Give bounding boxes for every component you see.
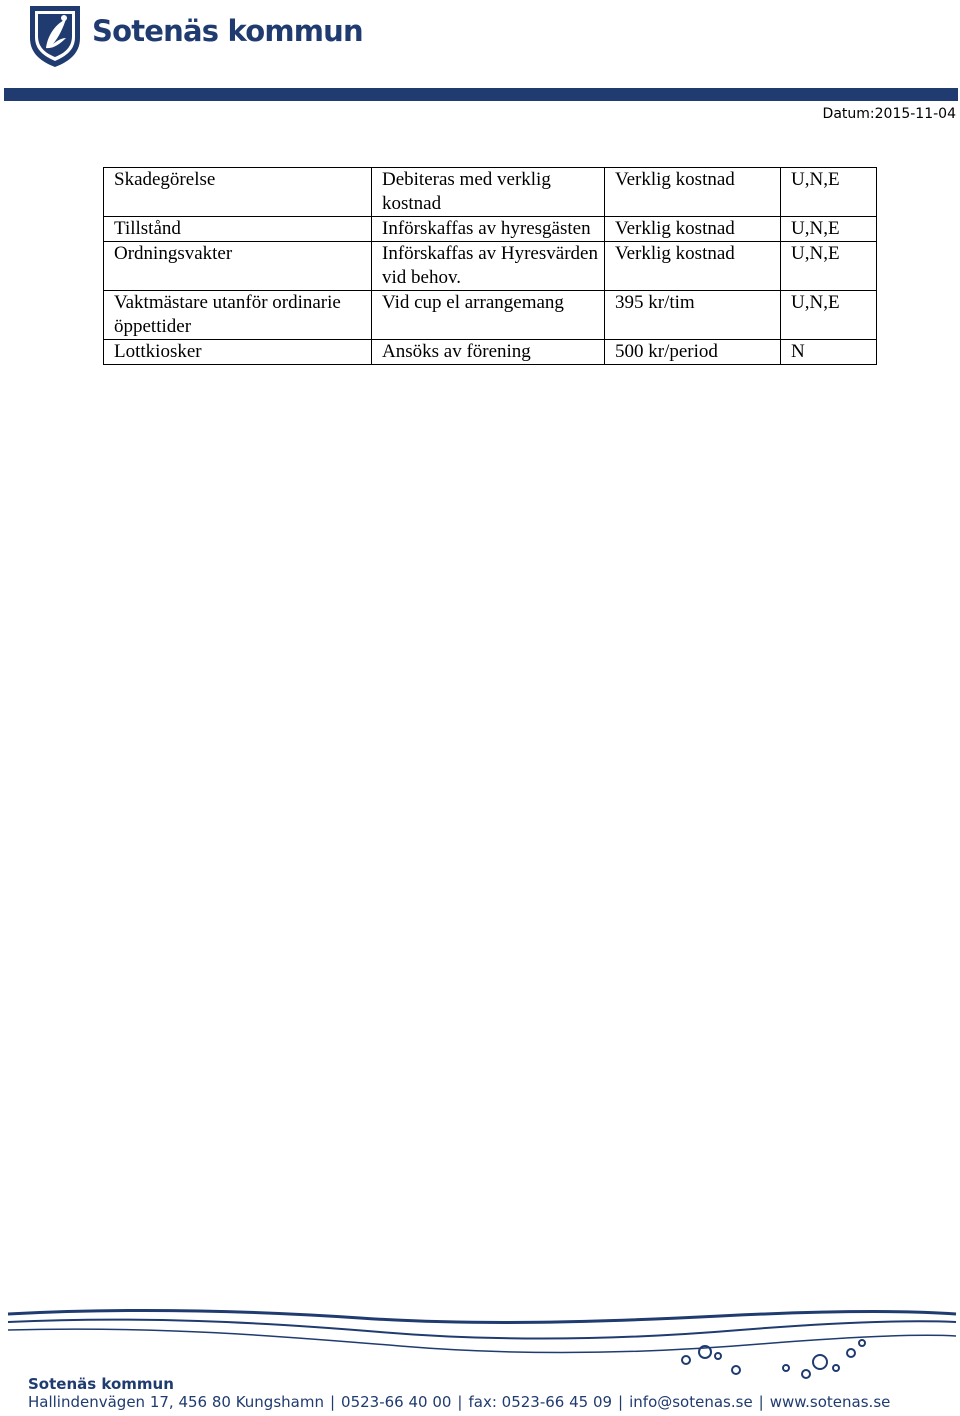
footer-separator: |: [457, 1393, 463, 1411]
page-header: [0, 0, 960, 102]
bubble-icon: [682, 1356, 690, 1364]
codes-cell: N: [781, 340, 877, 365]
footer-fax: fax: 0523-66 45 09: [468, 1393, 613, 1411]
item-cell: Skadegörelse: [104, 168, 372, 217]
municipality-shield-icon: [26, 4, 84, 68]
price-cell: Verklig kostnad: [605, 242, 781, 291]
bubble-icon: [847, 1349, 855, 1357]
footer-wave-decoration: [0, 1300, 960, 1380]
codes-cell: U,N,E: [781, 217, 877, 242]
bubble-icon: [813, 1355, 827, 1369]
price-cell: Verklig kostnad: [605, 168, 781, 217]
date-value: 2015-11-04: [874, 106, 956, 122]
table-row: [104, 340, 877, 365]
footer-website[interactable]: www.sotenas.se: [769, 1393, 891, 1411]
terms-cell: Ansöks av förening: [372, 340, 605, 365]
item-cell: Lottkiosker: [104, 340, 372, 365]
bubble-icon: [715, 1353, 721, 1359]
organization-logo-text: Sotenäs kommun: [92, 14, 363, 48]
price-cell: 395 kr/tim: [605, 291, 781, 340]
footer-contact-line: [28, 1393, 890, 1411]
codes-cell: U,N,E: [781, 168, 877, 217]
bubble-icon: [783, 1365, 789, 1371]
fee-table: [103, 167, 877, 365]
bubble-icon: [802, 1370, 810, 1378]
item-cell: Tillstånd: [104, 217, 372, 242]
table-row: [104, 217, 877, 242]
price-cell: Verklig kostnad: [605, 217, 781, 242]
table-row: [104, 168, 877, 217]
terms-cell: Debiteras med verklig kostnad: [372, 168, 605, 217]
bubble-icon: [732, 1366, 740, 1374]
item-cell: Ordningsvakter: [104, 242, 372, 291]
date-label: Datum:: [822, 106, 875, 122]
footer-separator: |: [618, 1393, 624, 1411]
codes-cell: U,N,E: [781, 291, 877, 340]
document-date: [823, 106, 956, 122]
footer-phone: 0523-66 40 00: [341, 1393, 452, 1411]
bubble-icon: [859, 1340, 865, 1346]
terms-cell: Införskaffas av Hyresvärden vid behov.: [372, 242, 605, 291]
bubble-icon: [833, 1365, 839, 1371]
codes-cell: U,N,E: [781, 242, 877, 291]
footer-organization-name: Sotenäs kommun: [28, 1375, 174, 1393]
terms-cell: Införskaffas av hyresgästen: [372, 217, 605, 242]
price-cell: 500 kr/period: [605, 340, 781, 365]
item-cell: Vaktmästare utanför ordinarie öppettider: [104, 291, 372, 340]
footer-address: Hallindenvägen 17, 456 80 Kungshamn: [28, 1393, 324, 1411]
footer-separator: |: [329, 1393, 336, 1411]
footer-separator: |: [758, 1393, 764, 1411]
terms-cell: Vid cup el arrangemang: [372, 291, 605, 340]
table-row: [104, 291, 877, 340]
footer-email[interactable]: info@sotenas.se: [629, 1393, 753, 1411]
table-row: [104, 242, 877, 291]
header-bar: [4, 88, 958, 101]
